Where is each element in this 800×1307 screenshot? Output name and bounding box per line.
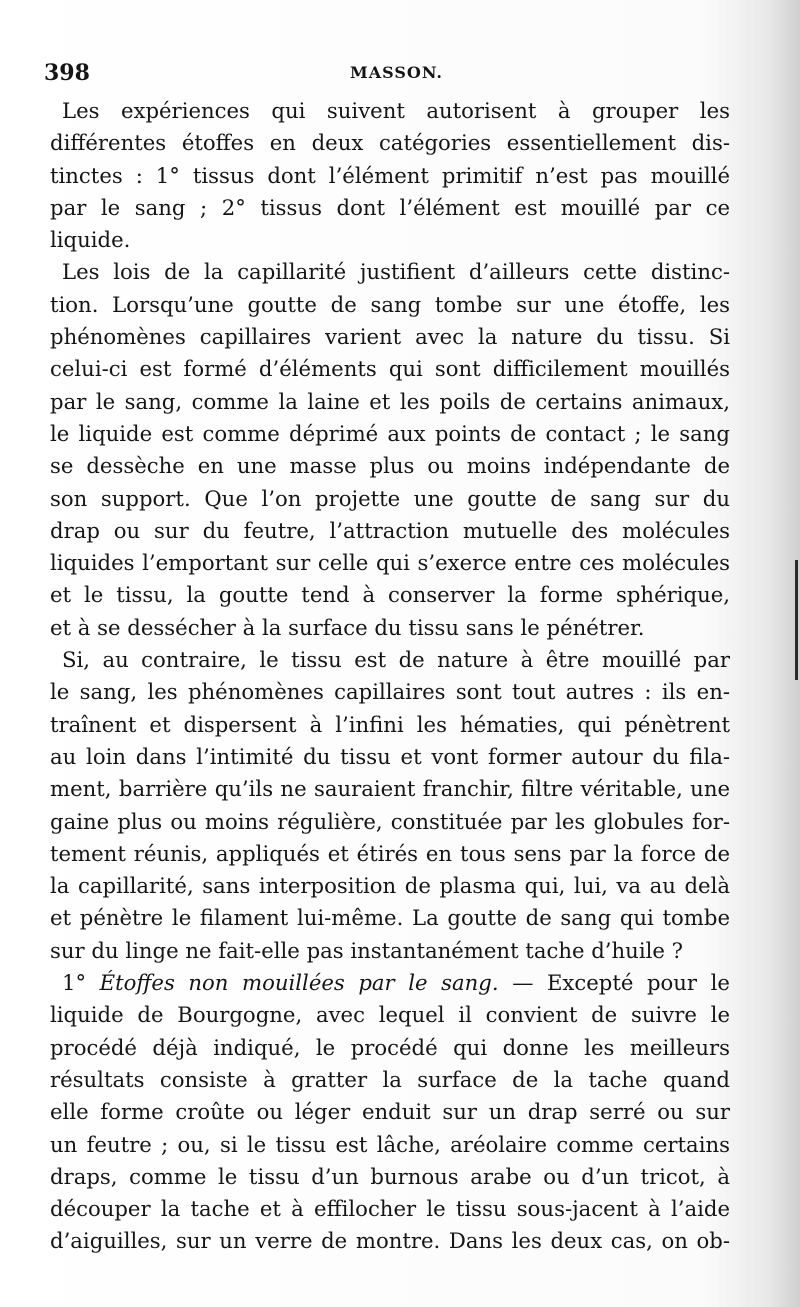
paragraph-3 [50,644,730,967]
text-line: gaine plus ou moins régulière, constituée par les globules for- [50,808,730,834]
text-line: Si, au contraire, le tissu est de nature à être mouillé par [62,647,730,673]
text-line: draps, comme le tissu d’un burnous arabe ou d’un tricot, à [50,1163,730,1189]
text-line: différentes étoffes en deux catégories essentiellement dis- [50,130,730,156]
text-line: découper la tache et à effilocher le tissu sous-jacent à l’aide [50,1196,730,1222]
text-line: procédé déjà indiqué, le procédé qui donne les meilleurs [50,1034,730,1060]
text-line: tion. Lorsqu’une goutte de sang tombe sur une étoffe, les [50,291,730,317]
paragraph-1 [50,95,730,256]
text-line: celui-ci est formé d’éléments qui sont difficilement mouillés [50,356,730,382]
text-line: se dessèche en une masse plus ou moins indépendante de [50,453,730,479]
text-line: sur du linge ne fait-elle pas instantanément tache d’huile ? [50,937,684,963]
text-line: et pénètre le filament lui-même. La goutte de sang qui tombe [50,905,730,931]
text-line: liquide de Bourgogne, avec lequel il convient de suivre le [50,1002,730,1028]
text-line: la capillarité, sans interposition de plasma qui, lui, va au delà [50,873,730,899]
text-line: le sang, les phénomènes capillaires sont tout autres : ils en- [50,679,730,705]
text-line: son support. Que l’on projette une goutte de sang sur du [50,485,730,511]
text-line: drap ou sur du feutre, l’attraction mutuelle des molécules [50,517,730,543]
text-line: traînent et dispersent à l’infini les hématies, qui pénètrent [50,711,730,737]
page-header [44,60,744,90]
page-edge-shadow [795,560,798,680]
text-line: par le sang ; 2° tissus dont l’élément est mouillé par ce [50,194,730,220]
text-line: tinctes : 1° tissus dont l’élément primitif n’est pas mouillé [50,162,730,188]
text-line: et le tissu, la goutte tend à conserver la forme sphérique, [50,582,730,608]
text-line: Les expériences qui suivent autorisent à grouper les [62,98,730,123]
text-line: elle forme croûte ou léger enduit sur un drap serré ou sur [50,1099,730,1125]
text-line: et à se dessécher à la surface du tissu sans le pénétrer. [50,614,645,640]
paragraph-2 [50,256,730,644]
text-line: liquide. [50,227,131,253]
heading-number: 1° [62,970,87,996]
text-line: liquides l’emportant sur celle qui s’exerce entre ces molécules [50,550,730,576]
text-line: ment, barrière qu’ils ne sauraient franchir, filtre véritable, une [50,776,730,802]
text-line: Les lois de la capillarité justifient d’ailleurs cette distinc- [62,259,730,285]
heading-rest: — Excepté pour le [512,970,730,996]
heading-italic-title: Étoffes non mouillées par le sang. [99,970,499,996]
page-number: 398 [44,60,90,86]
running-head: MASSON. [350,63,443,82]
section-heading-line [50,967,730,999]
text-line: le liquide est comme déprimé aux points de contact ; le sang [50,420,730,446]
text-line: phénomènes capillaires varient avec la nature du tissu. Si [50,324,730,350]
paragraph-4 [50,967,730,1258]
text-line: un feutre ; ou, si le tissu est lâche, aréolaire comme certains [50,1131,730,1157]
text-line: résultats consiste à gratter la surface de la tache quand [50,1066,730,1092]
text-line: au loin dans l’intimité du tissu et vont former autour du fila- [50,743,730,769]
text-line: d’aiguilles, sur un verre de montre. Dans les deux cas, on ob- [50,1228,730,1254]
text-line: tement réunis, appliqués et étirés en tous sens par la force de [50,840,730,866]
text-line: par le sang, comme la laine et les poils de certains animaux, [50,388,730,414]
body-text [50,95,730,1258]
